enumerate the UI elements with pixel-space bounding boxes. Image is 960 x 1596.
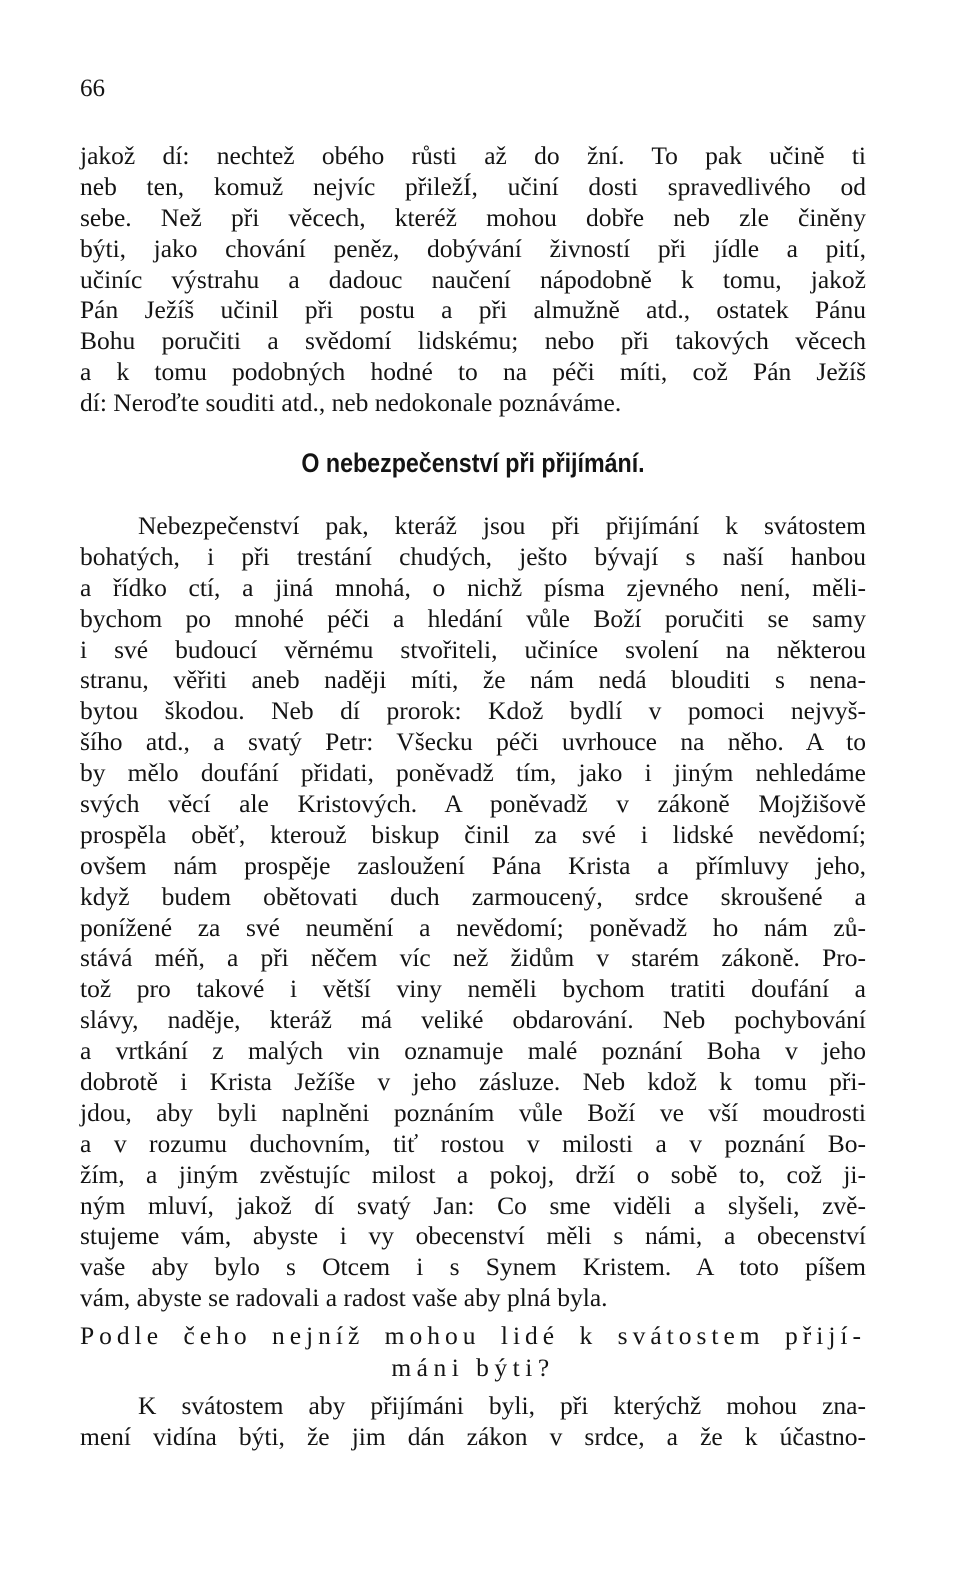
heading-line: Podle čeho nejníž mohou lidé k svátostem přijí- — [80, 1321, 866, 1350]
text-line: stujeme vám, abyste i vy obecenství měli s námi, a obecenství — [80, 1221, 866, 1251]
text-line: žím, a jiným zvěstujíc milost a pokoj, drží o sobě to, což ji- — [80, 1159, 866, 1189]
text-line: prospěla oběť, kterouž biskup činil za své i lidské nevědomí; — [80, 819, 866, 849]
text-line: tož pro takové i větší viny neměli bychom tratiti doufání a — [80, 974, 866, 1004]
text-line: bytou škodou. Neb dí prorok: Kdož bydlí v pomoci nejvyš- — [80, 696, 866, 726]
page-number: 66 — [80, 75, 105, 102]
paragraph-1 — [80, 141, 866, 419]
text-line: učiníc výstrahu a dadouc naučení nápodobně k tomu, jakož — [80, 264, 866, 294]
text-line: stává méň, a při něčem víc než židům v starém zákoně. Pro- — [80, 943, 866, 973]
text-line: Bohu poručiti a svědomí lidskému; nebo při takových věcech — [80, 326, 866, 356]
text-line: když budem obětovati duch zarmoucený, srdce skroušené a — [80, 881, 866, 911]
text-line: svých věcí ale Kristových. A poněvadž v zákoně Mojžišově — [80, 789, 866, 819]
text-line: bohatých, i při trestání chudých, ješto bývají s naší hanbou — [80, 541, 866, 571]
text-line: neb ten, komuž nejvíc přiležÍ, učiní dosti spravedlivého od — [80, 171, 866, 201]
text-line: a vrtkání z malých vin oznamuje malé poznání Boha v jeho — [80, 1036, 866, 1066]
section-heading: O nebezpečenství při přijímání. — [301, 448, 645, 478]
text-line: vaše aby bylo s Otcem i s Synem Kristem. A toto píšem — [80, 1252, 866, 1282]
text-line: K svátostem aby přijímáni byli, při kterýchž mohou zna- — [138, 1391, 866, 1420]
text-line: bychom po mnohé péči a hledání vůle Boží poručiti se samy — [80, 603, 866, 633]
text-line: šího atd., a svatý Petr: Všecku péči uvrhouce na něho. A to — [80, 727, 866, 757]
text-line: dobrotě i Krista Ježíše v jeho zásluze. Neb kdož k tomu při- — [80, 1067, 866, 1097]
paragraph-3 — [80, 1391, 866, 1453]
text-line: a řídko ctí, a jiná mnohá, o nichž písma zjevného není, měli- — [80, 572, 866, 602]
text-line: a v rozumu duchovním, tiť rostou v milosti a v poznání Bo- — [80, 1128, 866, 1158]
question-heading — [80, 1320, 866, 1384]
text-line: jdou, aby byli naplněni poznáním vůle Boží ve vší moudrosti — [80, 1097, 866, 1127]
text-line: ovšem nám prospěje zasloužení Pána Krista a přímluvy jeho, — [80, 850, 866, 880]
text-line: sebe. Než při věcech, kteréž mohou dobře neb zle činěny — [80, 202, 866, 232]
text-line: Nebezpečenství pak, kteráž jsou při přijímání k svátostem — [138, 511, 866, 540]
text-line: slávy, naděje, kteráž má veliké obdarování. Neb pochybování — [80, 1005, 866, 1035]
text-line: mení vidína býti, že jim dán zákon v srdce, a že k účastno- — [80, 1421, 866, 1451]
text-line: dí: Neroďte souditi atd., neb nedokonale poznáváme. — [80, 388, 622, 418]
text-line: stranu, věřiti aneb naději míti, že nám nedá blouditi s nena- — [80, 665, 866, 695]
text-line: jakož dí: nechtež obého růsti až do žní. To pak učině ti — [80, 141, 866, 170]
text-line: ným mluví, jakož dí svatý Jan: Co sme viděli a slyšeli, zvě- — [80, 1190, 866, 1220]
text-line: i své budoucí věrnému stvořiteli, učiníce svolení na některou — [80, 634, 866, 664]
text-line: a k tomu podobných hodné to na péči míti, což Pán Ježíš — [80, 357, 866, 387]
text-line: ponížené za své neumění a nevědomí; poněvadž ho nám zů- — [80, 912, 866, 942]
text-line: vám, abyste se radovali a radost vaše aby plná byla. — [80, 1283, 608, 1313]
text-line: býti, jako chování peněz, dobývání živností při jídle a pití, — [80, 233, 866, 263]
heading-line: máni býti? — [391, 1353, 555, 1382]
text-line: Pán Ježíš učinil při postu a při almužně atd., ostatek Pánu — [80, 295, 866, 325]
paragraph-2 — [80, 511, 866, 1314]
text-line: by mělo doufání přidati, poněvadž tím, jako i jiným nehledáme — [80, 758, 866, 788]
